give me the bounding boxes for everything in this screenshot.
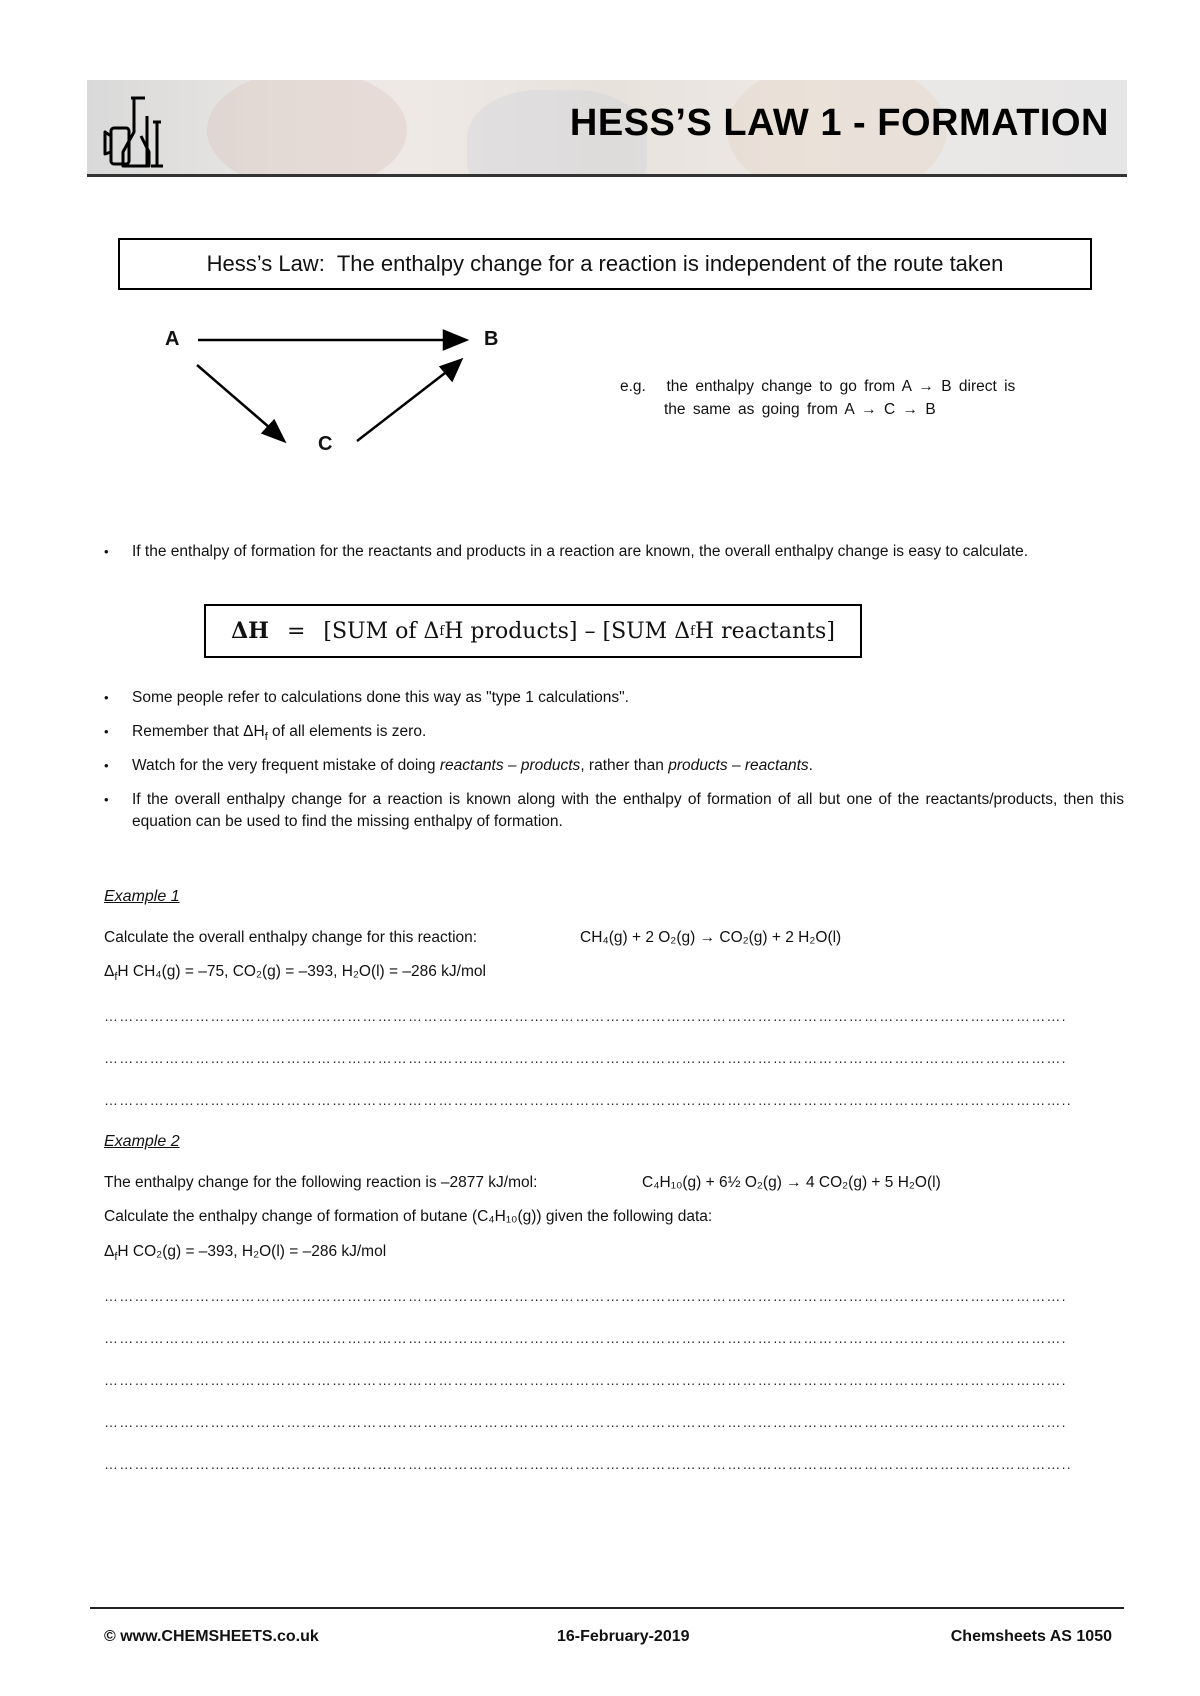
bullet-text: Watch for the very frequent mistake of doing reactants – products, rather than products – reactants. bbox=[132, 757, 813, 774]
diagram-label-c: C bbox=[318, 433, 333, 455]
answer-line[interactable]: ………………………………………………………………………………………………………………………………………………………………………. bbox=[104, 1008, 1067, 1024]
footer-sheet-id: Chemsheets AS 1050 bbox=[950, 1628, 1112, 1645]
bullet-icon: • bbox=[104, 544, 109, 559]
answer-line[interactable]: ………………………………………………………………………………………………………………………………………………………………………. bbox=[104, 1372, 1067, 1388]
formula-sub2: f bbox=[690, 623, 695, 639]
example1-data: $\Delta_fH$ CH₄(g) = –75, CO₂(g) = –393, H₂O(l) = –286 kJ/mol bbox=[104, 963, 486, 984]
formula-part3: H reactants] bbox=[694, 618, 835, 644]
formula-sub1: f bbox=[439, 623, 445, 639]
bullet-text: Some people refer to calculations done this way as "type 1 calculations". bbox=[132, 689, 629, 706]
example-note-line1: the enthalpy change to go from A → B direct is bbox=[666, 378, 1016, 395]
example-note bbox=[620, 375, 1015, 421]
bullet-icon: • bbox=[104, 724, 109, 739]
example-note-prefix: e.g. bbox=[620, 378, 646, 395]
list-item bbox=[104, 789, 1124, 833]
formula-equals: = bbox=[286, 618, 306, 644]
bullet-text: Remember that $\Delta H_f$ of all elements is zero. bbox=[132, 723, 427, 744]
answer-line[interactable]: ………………………………………………………………………………………………………………………………………………………………………. bbox=[104, 1330, 1067, 1346]
example2-data: $\Delta_fH$ CO₂(g) = –393, H₂O(l) = –286 kJ/mol bbox=[104, 1243, 387, 1264]
arrow-a-to-b-head bbox=[444, 331, 466, 349]
answer-line[interactable]: ……………………………………………………………………………………………………………………………………………………………………….. bbox=[104, 1092, 1072, 1108]
example2-heading: Example 2 bbox=[104, 1133, 180, 1150]
arrow-c-to-b bbox=[357, 373, 445, 441]
formula-part1: [SUM of Δ bbox=[323, 618, 440, 644]
arrow-a-to-c bbox=[197, 365, 270, 428]
example1-equation: CH₄(g) + 2 O₂(g) → CO₂(g) + 2 H₂O(l) bbox=[580, 929, 842, 946]
bullet-icon: • bbox=[104, 690, 109, 705]
example-note-line2: the same as going from A → C → B bbox=[664, 401, 936, 418]
answer-line[interactable]: ………………………………………………………………………………………………………………………………………………………………………. bbox=[104, 1050, 1067, 1066]
bullet-text: If the enthalpy of formation for the reactants and products in a reaction are known, the overall enthalpy change is easy to calculate. bbox=[132, 543, 1029, 560]
list-item bbox=[104, 721, 1124, 748]
list-item bbox=[104, 687, 1124, 709]
formula-lhs: ΔH bbox=[231, 618, 269, 644]
formula-part2: H products] – [SUM Δ bbox=[444, 618, 691, 644]
footer-website: © www.CHEMSHEETS.co.uk bbox=[104, 1628, 319, 1645]
hess-cycle-diagram bbox=[0, 0, 1200, 520]
example2-equation: C₄H₁₀(g) + 6½ O₂(g) → 4 CO₂(g) + 5 H₂O(l) bbox=[642, 1174, 941, 1191]
answer-line[interactable]: ………………………………………………………………………………………………………………………………………………………………………. bbox=[104, 1288, 1067, 1304]
arrow-c-to-b-head bbox=[441, 360, 461, 380]
page-title: HESS’S LAW 1 - FORMATION bbox=[569, 102, 1109, 144]
list-item bbox=[104, 755, 1124, 777]
diagram-label-b: B bbox=[484, 328, 499, 350]
law-label: Hess’s Law: bbox=[206, 251, 325, 276]
example1-question: Calculate the overall enthalpy change for this reaction: bbox=[104, 929, 478, 946]
law-statement: The enthalpy change for a reaction is independent of the route taken bbox=[336, 251, 1004, 276]
footer-date: 16-February-2019 bbox=[557, 1628, 690, 1645]
enthalpy-formula-box bbox=[204, 604, 862, 658]
answer-line[interactable]: ……………………………………………………………………………………………………………………………………………………………………….. bbox=[104, 1456, 1072, 1472]
bullet-icon: • bbox=[104, 792, 109, 807]
example2-question: The enthalpy change for the following reaction is –2877 kJ/mol: bbox=[104, 1174, 538, 1191]
answer-line[interactable]: ………………………………………………………………………………………………………………………………………………………………………. bbox=[104, 1414, 1067, 1430]
bullet-text: If the overall enthalpy change for a reaction is known along with the enthalpy of formation of all but one of the reactants/products, then this equation can be used to find the missing enthalpy of formation. bbox=[132, 791, 1124, 830]
bullet-icon: • bbox=[104, 758, 109, 773]
diagram-label-a: A bbox=[165, 328, 180, 350]
example2-question2: Calculate the enthalpy change of formation of butane (C₄H₁₀(g)) given the following data: bbox=[104, 1208, 713, 1225]
footer-divider bbox=[90, 1607, 1124, 1609]
example1-heading: Example 1 bbox=[104, 888, 180, 905]
list-item bbox=[104, 541, 1124, 563]
